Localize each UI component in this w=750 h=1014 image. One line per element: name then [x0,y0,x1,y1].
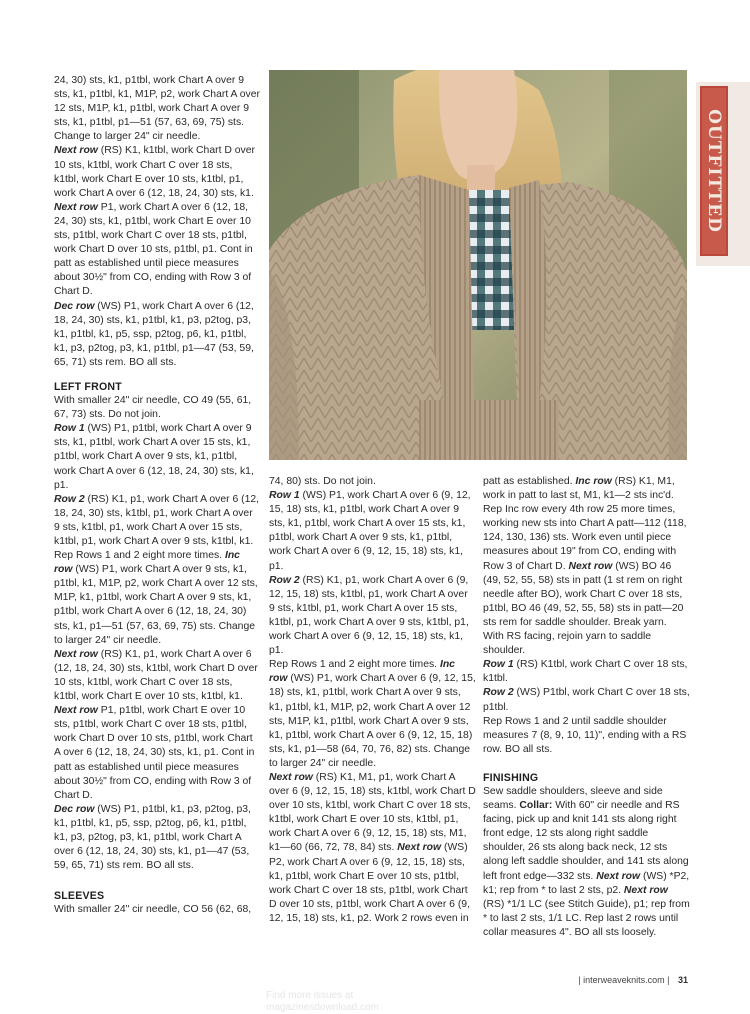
body-paragraph: Row 2 (WS) P1tbl, work Chart C over 18 sts, p1tbl. [483,687,690,713]
page-footer [578,975,688,985]
body-paragraph: Row 1 (WS) P1, p1tbl, work Chart A over 9 sts, k1, p1tbl, work Chart A over 15 sts, k1, p1tbl, work Chart A over 9 sts, k1, p1tbl, work Chart A over 6 (12, 18, 24, 30) sts, k1, p1. [54,423,254,491]
body-paragraph: Sew saddle shoulders, sleeve and side seams. Collar: With 60" cir needle and RS facing, pick up and knit 141 sts along right front edge, 12 sts along right saddle shoulder, 26 sts along back neck, 12 sts along left saddle shoulder, and 141 sts along left front edge—332 sts. Next row (WS) *P2, k1; rep from * to last 2 sts, p2. Next row (RS) *1/1 LC (see Stitch Guide), p1; rep from * to last 2 sts, 1/1 LC. Rep last 2 rows until collar measures 4". BO all sts loosely. [483,785,690,938]
website-link[interactable]: | interweaveknits.com | [578,975,670,985]
body-paragraph: Rep Rows 1 and 2 eight more times. Inc row (WS) P1, work Chart A over 6 (9, 12, 15, 18) sts, k1, p1tbl, work Chart A over 9 sts, k1, p1tbl, k1, M1P, p2, work Chart A over 12 sts, M1P, k1, p1tbl, work Chart A over 9 sts, k1, p1tbl, work Chart A over 6 (9, 12, 15, 18) sts, k1, p1—58 (64, 70, 76, 82) sts. Change to larger 24" cir needle. [269,659,476,769]
watermark: Find more issues at magazinesdownload.com [266,990,379,1013]
column-right [483,475,690,940]
section-heading-left-front: LEFT FRONT [54,380,122,393]
column-left [54,74,260,917]
section-heading-finishing: FINISHING [483,771,539,784]
body-paragraph: Next row (RS) K1, M1, p1, work Chart A over 6 (9, 12, 15, 18) sts, k1tbl, work Chart D over 10 sts, k1tbl, work Chart C over 18 sts, k1tbl, work Chart E over 10 sts, k1tbl, p1, work Chart A over 6 (9, 12, 15, 18) sts, M1, k1—60 (66, 72, 78, 84) sts. Next row (WS) P2, work Chart A over 6 (9, 12, 15, 18) sts, k1, p1tbl, work Chart E over 10 sts, p1tbl, work Chart C over 18 sts, p1tbl, work Chart D over 10 sts, p1tbl, work Chart A over 6 (9, 12, 15, 18) sts, k1, p2. Work 2 rows even in [269,771,476,924]
body-paragraph: 74, 80) sts. Do not join. [269,476,376,487]
body-paragraph: patt as established. Inc row (RS) K1, M1, work in patt to last st, M1, k1—2 sts inc'd. Rep Inc row every 4th row 25 more times, working new sts into Chart A patt—112 (118, 124, 130, 136) sts. Work even until piece measures about 19" from CO, ending with Row 3 of Chart D. Next row (WS) BO 46 (49, 52, 55, 58) sts in patt (1 st rem on right needle after BO), work Chart C over 18 sts, p1tbl, BO 46 (49, 52, 55, 58) sts in patt—20 sts rem for saddle shoulder. Break yarn. With RS facing, rejoin yarn to saddle shoulder. [483,476,687,657]
body-paragraph: Rep Rows 1 and 2 until saddle shoulder measures 7 (8, 9, 10, 11)", ending with a RS row. BO all sts. [483,715,687,755]
body-paragraph: Dec row (WS) P1, work Chart A over 6 (12, 18, 24, 30) sts, k1, p1tbl, k1, p3, p2tog, p3, k1, p1tbl, k1, p5, ssp, p2tog, p6, k1, p1tbl, k1, p3, p2tog, p3, k1, p1tbl, p1—47 (53, 59, 65, 71) sts rem. BO all sts. [54,300,254,368]
body-paragraph: 24, 30) sts, k1, p1tbl, work Chart A over 9 sts, k1, p1tbl, k1, M1P, p2, work Chart A over 12 sts, M1P, k1, p1tbl, work Chart A over 9 sts, k1, p1tbl, p1—51 (57, 63, 69, 75) sts. Change to larger 24" cir needle. [54,75,260,143]
body-paragraph: Row 1 (RS) K1tbl, work Chart C over 18 sts, k1tbl. [483,659,688,685]
body-paragraph: With smaller 24" cir needle, CO 49 (55, 61, 67, 73) sts. Do not join. [54,395,252,421]
body-paragraph: Row 2 (RS) K1, p1, work Chart A over 6 (9, 12, 15, 18) sts, k1tbl, p1, work Chart A over 9 sts, k1tbl, p1, work Chart A over 15 sts, k1tbl, p1, work Chart A over 9 sts, k1tbl, p1, work Chart A over 6 (9, 12, 15, 18) sts, k1, p1. [269,574,469,657]
body-paragraph: Rep Rows 1 and 2 eight more times. Inc row (WS) P1, work Chart A over 9 sts, k1, p1tbl, k1, M1P, p2, work Chart A over 12 sts, M1P, k1, p1tbl, work Chart A over 9 sts, k1, p1tbl, work Chart A over 6 (12, 18, 24, 30) sts, k1, p1—51 (57, 63, 69, 75) sts. Change to larger 24" cir needle. [54,550,258,646]
outfitted-stamp: OUTFITTED [700,86,728,256]
column-middle [269,475,476,926]
body-paragraph: Next row (RS) K1, p1, work Chart A over 6 (12, 18, 24, 30) sts, k1tbl, work Chart D over 10 sts, k1tbl, work Chart C over 18 sts, k1tbl, work Chart E over 10 sts, k1tbl, k1. Next row P1, p1tbl, work Chart E over 10 sts, p1tbl, work Chart C over 18 sts, p1tbl, work Chart D over 10 sts, p1tbl, work Chart A over 6 (12, 18, 24, 30) sts, k1, p1. Cont in patt as established until piece measures about 30½" from CO, ending with Row 3 of Chart D. [54,648,258,801]
page-number: 31 [677,975,688,985]
body-paragraph: Next row (RS) K1, k1tbl, work Chart D over 10 sts, k1tbl, work Chart C over 18 sts, k1tbl, work Chart E over 10 sts, k1tbl, p1, work Chart A over 6 (12, 18, 24, 30) sts, k1. Next row P1, work Chart A over 6 (12, 18, 24, 30) sts, k1, p1tbl, work Chart E over 10 sts, p1tbl, work Chart C over 18 sts, p1tbl, work Chart D over 10 sts, p1tbl, p1. Cont in patt as established until piece measures about 30½" from CO, ending with Row 3 of Chart D. [54,145,255,298]
sweater-photo [269,70,687,460]
body-paragraph: Row 1 (WS) P1, work Chart A over 6 (9, 12, 15, 18) sts, k1, p1tbl, work Chart A over 9 sts, k1, p1tbl, work Chart A over 15 sts, k1, p1tbl, work Chart A over 9 sts, k1, p1tbl, work Chart A over 6 (9, 12, 15, 18) sts, k1, p1. [269,490,471,572]
section-heading-sleeves: SLEEVES [54,890,105,903]
body-paragraph: Dec row (WS) P1, p1tbl, k1, p3, p2tog, p3, k1, p1tbl, k1, p5, ssp, p2tog, p6, k1, p1tbl, k1, p3, p2tog, p3, k1, p1tbl, work Chart A over 6 (12, 18, 24, 30) sts, k1, p1—47 (53, 59, 65, 71) sts rem. BO all sts. [54,803,251,872]
body-paragraph: With smaller 24" cir needle, CO 56 (62, 68, [54,904,252,916]
body-paragraph: Row 2 (RS) K1, p1, work Chart A over 6 (12, 18, 24, 30) sts, k1tbl, p1, work Chart A over 9 sts, k1tbl, p1, work Chart A over 15 sts, k1tbl, p1, work Chart A over 9 sts, k1tbl, k1. [54,493,260,547]
